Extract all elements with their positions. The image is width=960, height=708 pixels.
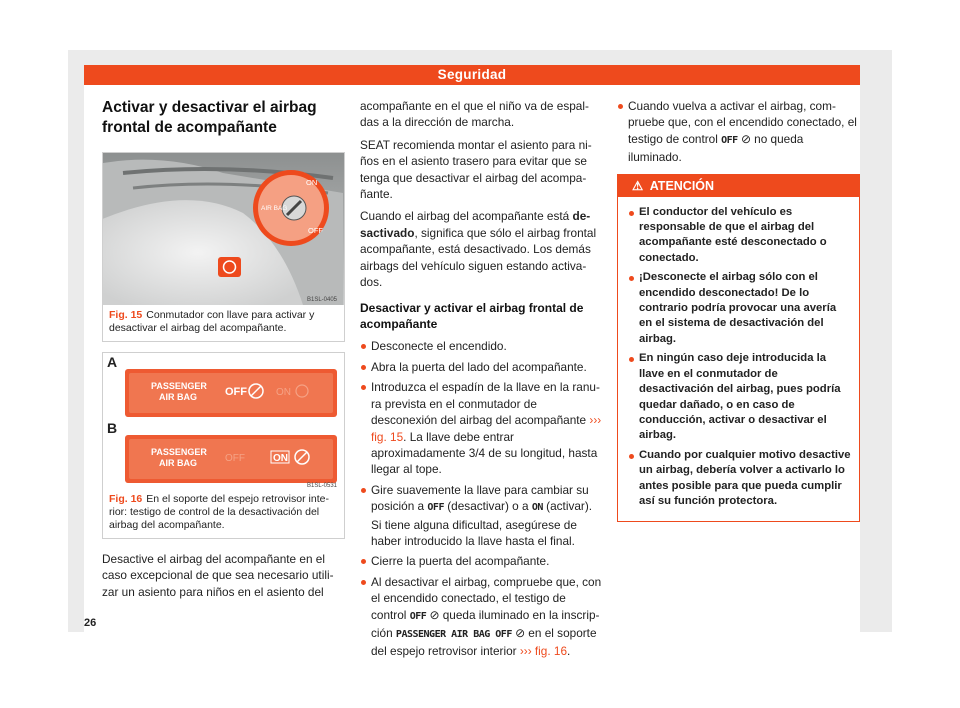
- intro-paragraph: Desactive el airbag del acompañante en el caso excepcional de que sea necesario utilizar un asiento para niños en el asiento del: [102, 552, 334, 599]
- airbag-off-icon: ⊘: [511, 625, 526, 640]
- panel-b-passenger: PASSENGER: [151, 447, 207, 457]
- panel-a-on: ON: [276, 387, 291, 398]
- switch-off-label: OFF: [308, 226, 323, 235]
- column-2: [360, 98, 603, 664]
- text-run: en el soporte del espejo retrovisor interior: [371, 625, 597, 659]
- panel-b-off: OFF: [225, 453, 245, 464]
- text-run: no queda iluminado.: [628, 131, 804, 165]
- list-item: Cierre la puerta del acompañante.: [360, 553, 603, 569]
- text-run: . La llave debe entrar aproximadamente 3/4 de su longitud, hasta llegar al tope.: [371, 429, 598, 477]
- panel-b-airbag: AIR BAG: [159, 458, 197, 468]
- paragraph: SEAT recomienda montar el asiento para niños en el asiento trasero para evitar que se tenga que desactivar el airbag del acompañante.: [360, 137, 592, 202]
- warning-item: En ningún caso deje introducida la llave en el conmutador de desactivación del airbag, pues podría quedar dañado, o en caso de conducción, activar o desactivar el airbag.: [628, 351, 851, 443]
- list-item: [360, 379, 603, 477]
- subsection-title: Desactivar y activar el airbag frontal de acompañante: [360, 301, 584, 332]
- warning-title: ATENCIÓN: [649, 178, 715, 193]
- column-3: [617, 98, 860, 522]
- panel-a-passenger: PASSENGER: [151, 381, 207, 391]
- paragraph: [360, 208, 603, 290]
- on-symbol: ON: [531, 502, 543, 514]
- airbag-off-icon: ⊘: [737, 131, 751, 146]
- off-symbol: OFF: [409, 610, 427, 622]
- list-item: [617, 98, 860, 166]
- text-run: .: [567, 644, 571, 659]
- figure-code: B1SL-0531: [307, 483, 338, 489]
- figure-15: [102, 152, 345, 342]
- off-symbol: OFF: [427, 502, 444, 514]
- warning-item: Cuando por cualquier motivo desactive un airbag, debería volver a activarlo lo antes posible para que pueda cumplir así su función protectora.: [628, 448, 851, 510]
- figure-reference-link[interactable]: ››› fig. 15: [371, 413, 602, 444]
- switch-airbag-label: AIR BAG: [261, 205, 288, 212]
- list-item: Abra la puerta del lado del acompañante.: [360, 359, 603, 375]
- off-symbol: OFF: [721, 134, 738, 146]
- section-header: Seguridad: [84, 65, 860, 85]
- text-run: queda iluminado en la inscripción: [371, 607, 600, 640]
- list-item: Desconecte el encendido.: [360, 338, 603, 354]
- passenger-airbag-indicator-illustration: [103, 353, 344, 489]
- warning-triangle-icon: ⚠: [632, 178, 644, 193]
- warning-item: El conductor del vehículo es responsable de que el airbag del acompañante esté desconectado o conectado.: [628, 205, 851, 267]
- warning-box: [617, 174, 860, 523]
- page-number: 26: [84, 617, 97, 629]
- list-item: [360, 482, 603, 550]
- text-run: Introduzca el espadín de la llave en la ranura prevista en el conmutador de desconexión del airbag del acompañante: [371, 380, 600, 428]
- paragraph: acompañante en el que el niño va de espaldas a la dirección de marcha.: [360, 99, 589, 130]
- section-title: Activar y desactivar el airbag frontal de acompañante: [102, 99, 317, 136]
- warning-header: [618, 175, 859, 197]
- warning-item: ¡Desconecte el airbag sólo con el encendido desconectado! De lo contrario podría provocar una avería en el sistema de desactivación del airbag.: [628, 270, 851, 347]
- column-1: [102, 98, 345, 606]
- warning-body: [618, 197, 859, 522]
- figure-number: Fig. 15: [109, 309, 143, 321]
- figure-caption-text: Conmutador con llave para activar y desactivar el airbag del acompañante.: [109, 309, 315, 334]
- figure-caption-text: En el soporte del espejo retrovisor interior: testigo de control de la desactivación del airbag del acompañante.: [109, 493, 329, 531]
- panel-a-airbag: AIR BAG: [159, 392, 197, 402]
- airbag-off-icon: ⊘: [426, 607, 440, 622]
- text-run: Cuando el airbag del acompañante está: [360, 209, 573, 224]
- airbag-switch-illustration: [103, 153, 344, 305]
- figure-reference-link[interactable]: ››› fig. 16: [519, 644, 568, 659]
- panel-a-label: A: [107, 354, 118, 370]
- text-run: Gire suavemente la llave para cambiar su posición a: [371, 482, 589, 514]
- text-run: , significa que sólo el airbag frontal acompañante, está desactivado. Los demás airbags del vehículo siguen estando activados.: [360, 225, 597, 290]
- inscription-symbol: PASSENGER AIR BAG OFF: [395, 628, 512, 640]
- emphasis: desactivado: [360, 209, 591, 240]
- text-run: Cuando vuelva a activar el airbag, compruebe que, con el encendido conectado, el testigo de control: [628, 99, 857, 146]
- figure-16: [102, 352, 345, 539]
- figure-code: B1SL-0405: [307, 297, 338, 303]
- text-run: Al desactivar el airbag, compruebe que, con el encendido conectado, el testigo de control: [371, 574, 602, 622]
- panel-b-on: ON: [273, 453, 288, 464]
- panel-a-off: OFF: [225, 386, 247, 398]
- figure-caption: [103, 489, 344, 538]
- list-item: [360, 574, 603, 660]
- panel-b-label: B: [107, 420, 118, 436]
- text-run: (activar). Si tiene alguna dificultad, asegúrese de haber introducido la llave hasta el final.: [371, 499, 593, 548]
- figure-number: Fig. 16: [109, 493, 143, 505]
- switch-on-label: ON: [306, 178, 318, 187]
- text-run: (desactivar) o a: [443, 499, 532, 514]
- figure-caption: [103, 305, 344, 341]
